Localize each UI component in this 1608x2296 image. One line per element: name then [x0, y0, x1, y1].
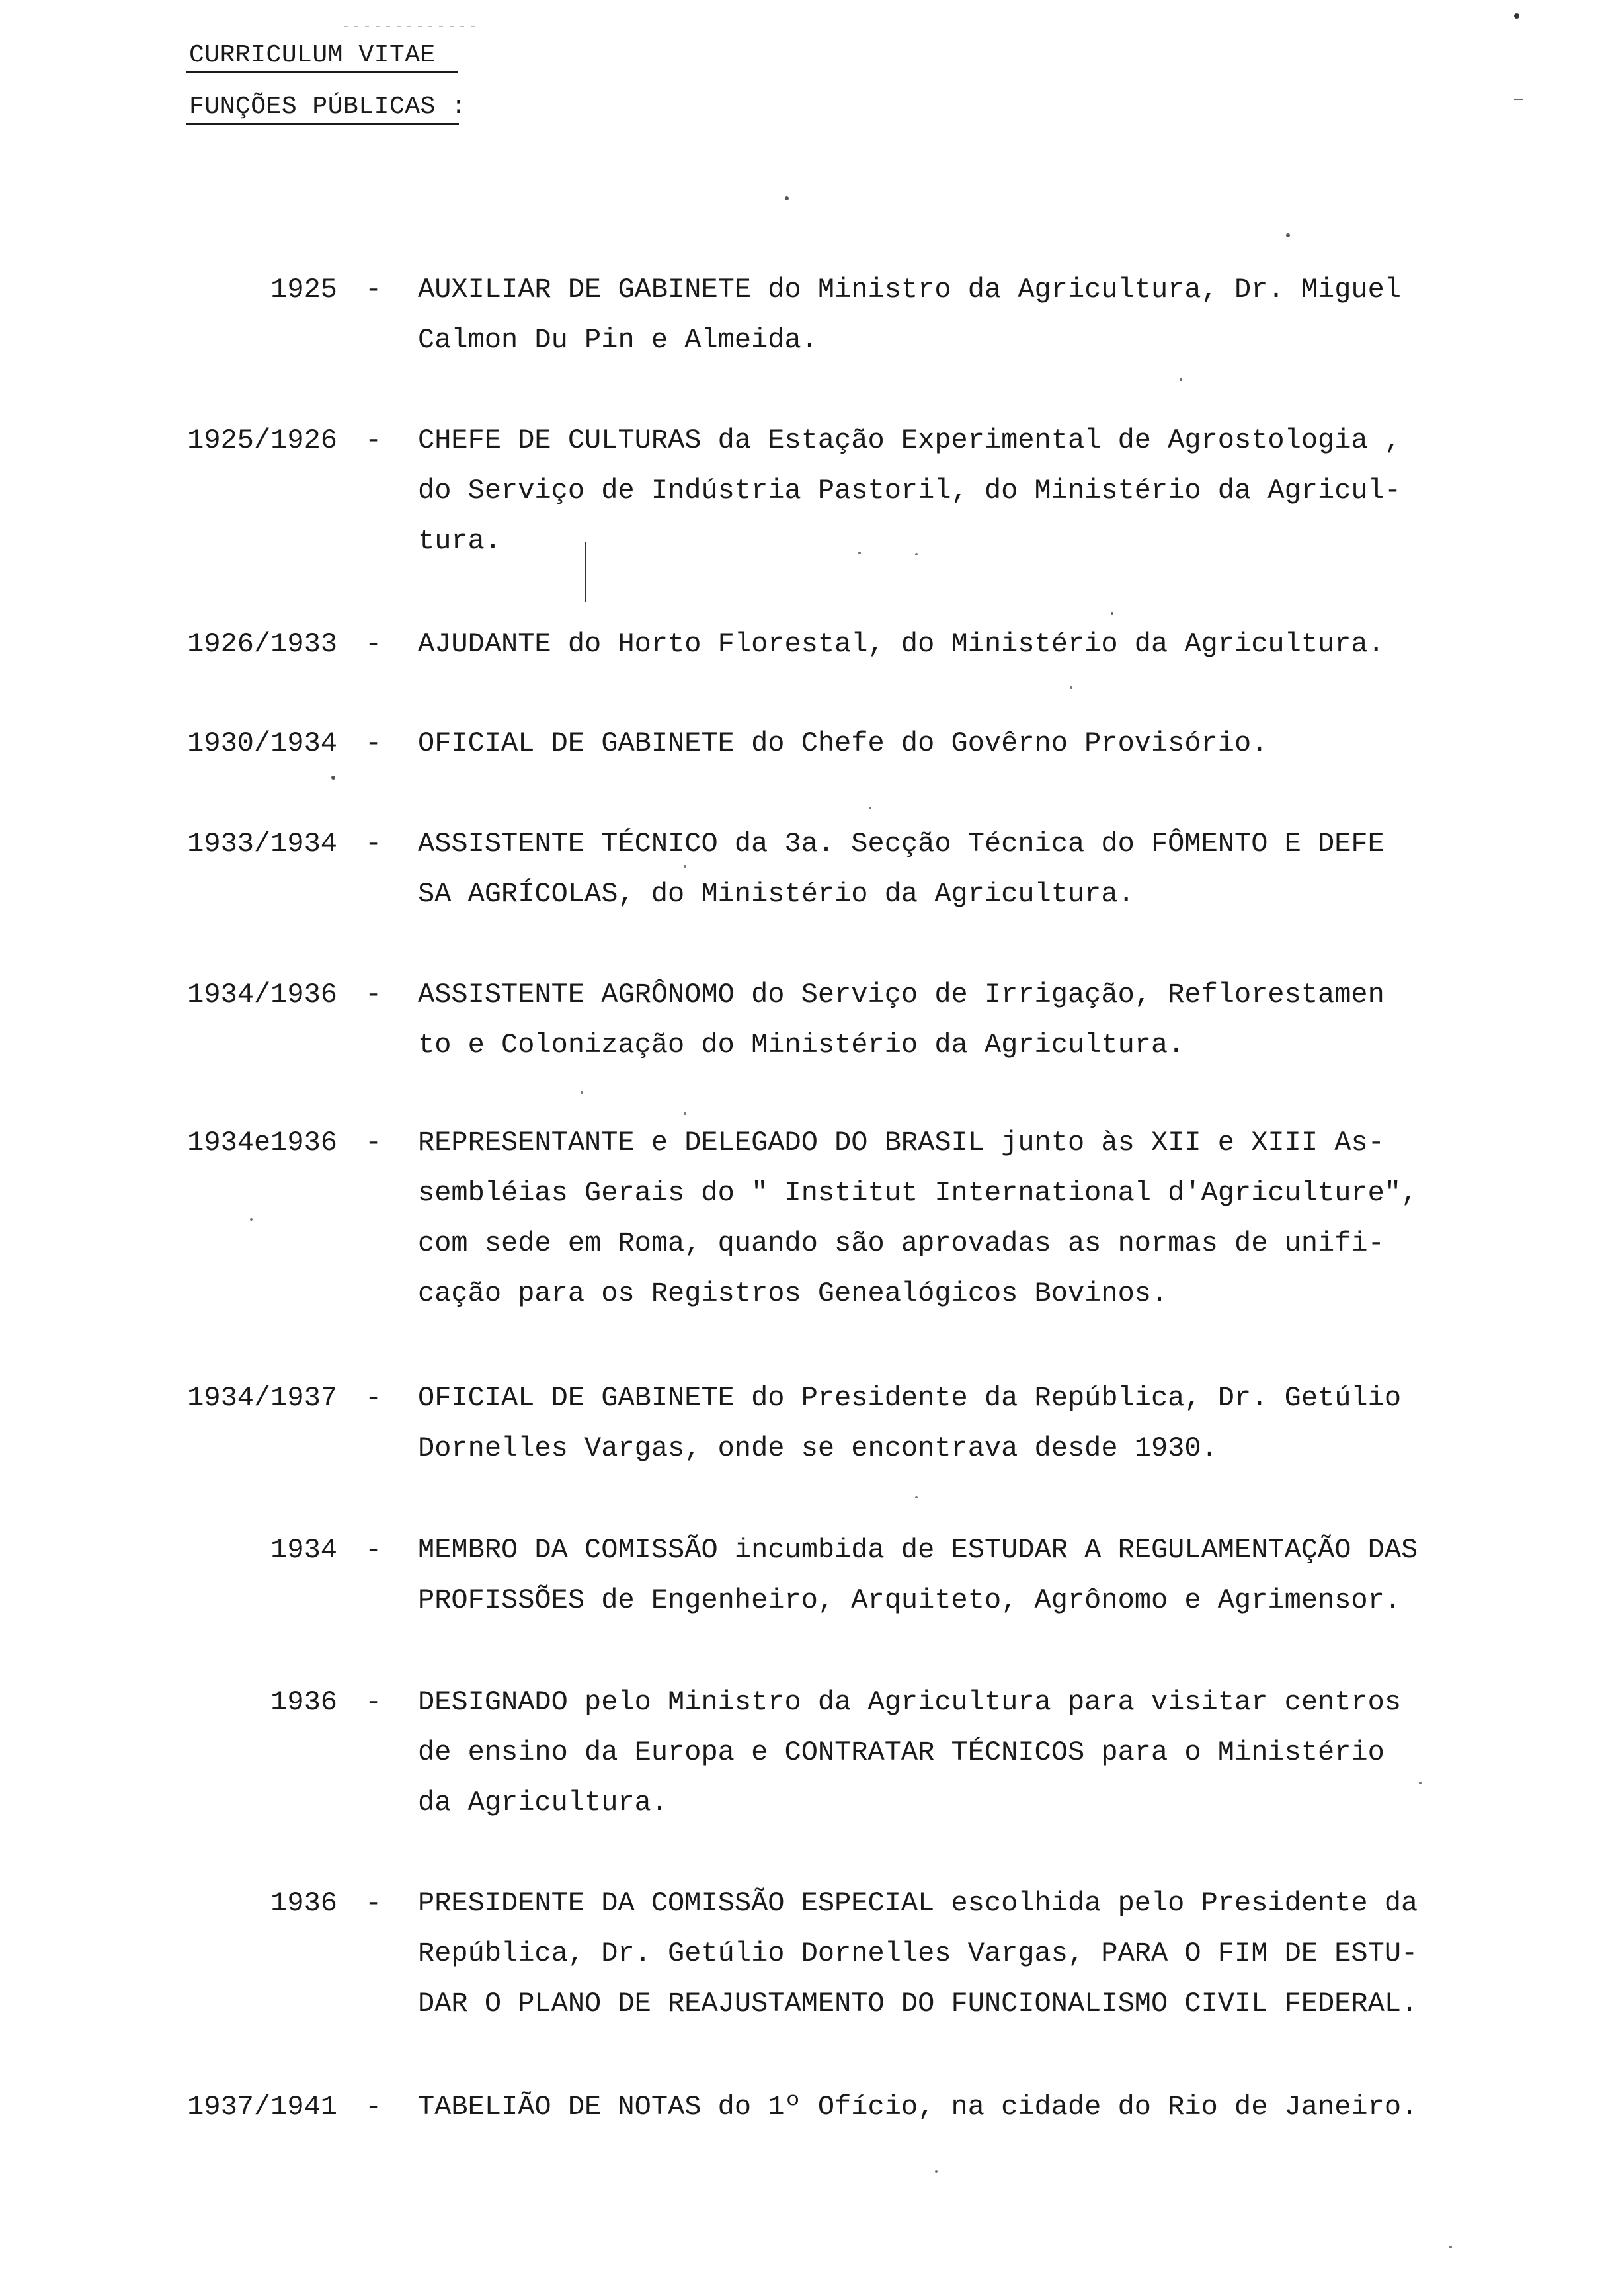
- entry-separator: -: [365, 1382, 382, 1414]
- entry-description: OFICIAL DE GABINETE do Chefe do Govêrno Provisório.: [418, 727, 1268, 759]
- entry-year: 1925/1926: [187, 425, 337, 456]
- entry-year: 1936: [270, 1887, 337, 1919]
- entry-year: 1934/1936: [187, 979, 337, 1010]
- entry-separator: -: [365, 628, 382, 660]
- entry-separator: -: [365, 1534, 382, 1566]
- entry-separator: -: [365, 2091, 382, 2123]
- entry-year: 1934: [270, 1534, 337, 1566]
- entry-description: AJUDANTE do Horto Florestal, do Ministério da Agricultura.: [418, 628, 1385, 660]
- document-title: CURRICULUM VITAE: [189, 41, 436, 69]
- entry-separator: -: [365, 727, 382, 759]
- section-underline: [186, 123, 459, 125]
- entry-year: 1925: [270, 274, 337, 306]
- entry-description: OFICIAL DE GABINETE do Presidente da República, Dr. Getúlio Dornelles Vargas, onde se encontrava desde 1930.: [418, 1382, 1402, 1464]
- entry-description: REPRESENTANTE e DELEGADO DO BRASIL junto às XII e XIII As- sembléias Gerais do " Institut International d'Agriculture", com sede em Roma, quando são aprovadas as normas de unifi- cação para os Registros Genealógicos Bovinos.: [418, 1127, 1418, 1309]
- entry-year: 1937/1941: [187, 2091, 337, 2123]
- entry-year: 1933/1934: [187, 828, 337, 860]
- entry-separator: -: [365, 1686, 382, 1718]
- entry-description: ASSISTENTE AGRÔNOMO do Serviço de Irrigação, Reflorestamen to e Colonização do Ministério da Agricultura.: [418, 979, 1385, 1061]
- entry-separator: -: [365, 1127, 382, 1159]
- entry-description: MEMBRO DA COMISSÃO incumbida de ESTUDAR A REGULAMENTAÇÃO DAS PROFISSÕES de Engenheiro, Arquiteto, Agrônomo e Agrimensor.: [418, 1534, 1418, 1616]
- entry-description: CHEFE DE CULTURAS da Estação Experimental de Agrostologia , do Serviço de Indústria Pastoril, do Ministério da Agricul- tura.: [418, 425, 1402, 557]
- entry-description: DESIGNADO pelo Ministro da Agricultura para visitar centros de ensino da Europa e CONTRATAR TÉCNICOS para o Ministério da Agricultura.: [418, 1686, 1402, 1819]
- entry-separator: -: [365, 979, 382, 1010]
- entry-description: PRESIDENTE DA COMISSÃO ESPECIAL escolhida pelo Presidente da República, Dr. Getúlio Dornelles Vargas, PARA O FIM DE ESTU- DAR O PLANO DE REAJUSTAMENTO DO FUNCIONALISMO CIVIL FEDERAL.: [418, 1887, 1418, 2020]
- entry-separator: -: [365, 1887, 382, 1919]
- entry-year: 1926/1933: [187, 628, 337, 660]
- entry-description: AUXILIAR DE GABINETE do Ministro da Agricultura, Dr. Miguel Calmon Du Pin e Almeida.: [418, 274, 1402, 356]
- entry-separator: -: [365, 425, 382, 456]
- entry-year: 1934e1936: [187, 1127, 337, 1159]
- title-underline: [186, 71, 458, 73]
- entry-separator: -: [365, 828, 382, 860]
- entry-separator: -: [365, 274, 382, 306]
- entry-description: TABELIÃO DE NOTAS do 1º Ofício, na cidade do Rio de Janeiro.: [418, 2091, 1418, 2123]
- entry-year: 1936: [270, 1686, 337, 1718]
- entry-year: 1930/1934: [187, 727, 337, 759]
- entry-year: 1934/1937: [187, 1382, 337, 1414]
- entry-description: ASSISTENTE TÉCNICO da 3a. Secção Técnica do FÔMENTO E DEFE SA AGRÍCOLAS, do Ministério da Agricultura.: [418, 828, 1385, 910]
- section-title: FUNÇÕES PÚBLICAS :: [189, 93, 467, 121]
